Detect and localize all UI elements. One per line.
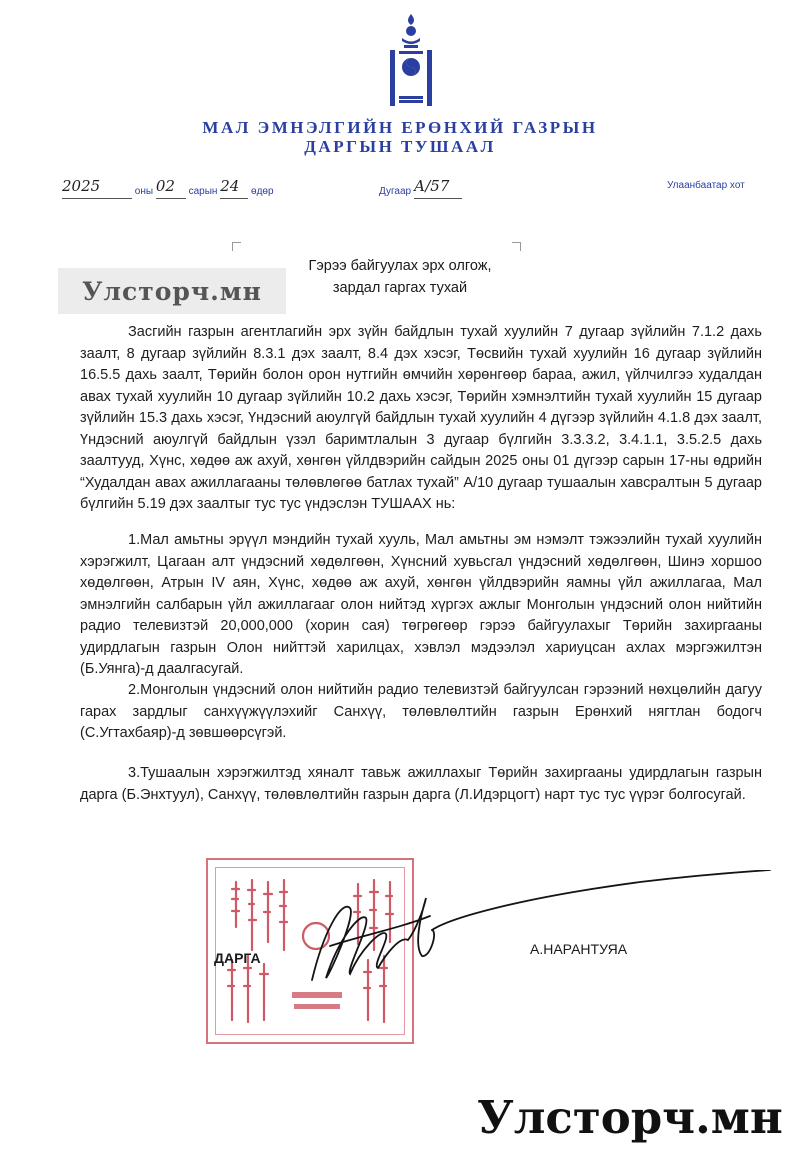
issuer-title: МАЛ ЭМНЭЛГИЙН ЕРӨНХИЙ ГАЗРЫН (202, 118, 598, 137)
document-subject: Гэрээ байгуулах эрх олгож, зардал гаргах тухай (308, 258, 492, 296)
watermark-small: Улсторч.мн (58, 268, 286, 314)
watermark-large: Улсторч.мн (477, 1090, 783, 1144)
signer-position: ДАРГА (214, 950, 261, 966)
preamble-paragraph: Засгийн газрын агентлагийн эрх зүйн байдлын тухай хуулийн 7 дугаар зүйлийн 7.1.2 дахь заалт, 8 дугаар зүйлийн 8.3.1 дэх заалт, 8.4 дэх хэсэг, Төсвийн тухай хуулийн 16 дугаар зүйлийн 16.5.5 дахь заалт, Төрийн болон орон нутгийн өмчийн хөрөнгөөр бараа, ажил, үйлчилгээ худалдан авах тухай хуулийн 10 дугаар зүйлийн 10.2 дахь хэсэг, Төрийн хэмнэлтийн тухай хуулийн 15 дугаар зүйлийн 15.3 дахь хэсэг, Үндэсний аюулгүй байдлын тухай хуулийн 4 дүгээр зүйлийн 4.1.8 дэх заалт, Үндэсний аюулгүй байдлын үзэл баримтлалын 3 дугаар бүлгийн 3.3.3.2, 3.4.1.1, 3.5.2.5 дахь заалтууд, Хүнс, хөдөө аж ахуй, хөнгөн үйлдвэрийн сайдын 2025 оны 01 дүгээр сарын 17-ны өдрийн “Худалдан авах ажиллагааны төлөвлөгөө батлах тухай” А/10 дугаар тушаалын хавсралтын 5 дугаар бүлгийн 5.19 дэх заалтыг тус тус үндэслэн ТУШААХ нь: (80, 324, 762, 512)
order-item-1: 1.Мал амьтны эрүүл мэндийн тухай хууль, Мал амьтны эм нэмэлт тэжээлийн тухай хуулийн хэрэгжилт, Цагаан алт үндэсний хөдөлгөөн, Хүнсний хувьсгал үндэсний хөдөлгөөн, Шинэ хоршоо хөдөлгөөн, Атрын IV аян, Хүнс, хөдөө аж ахуй, хөнгөн үйлдвэрийн яамны үйл ажиллагаа, Мал эмнэлгийн салбарын үйл ажиллагааг олон нийтэд хүргэх ажлыг Монголын үндэсний олон нийтийн радио телевизтэй 20,000,000 (хорин сая) төгрөгөөр гэрээ байгуулахыг Төрийн захиргааны удирдлагын газрын Олон нийттэй харилцах, хэвлэл мэдээлэл хариуцсан ахлах мэргэжилтэн (Б.Уянга)-д даалгасугай. (80, 532, 762, 677)
date-line: 2025 оны 02 сарын 24 өдөр (62, 177, 274, 197)
issue-location: Улаанбаатар хот (667, 180, 745, 191)
order-number: Дугаар А/57 (379, 180, 462, 199)
date-year-field: 2025 (62, 180, 132, 199)
subject-bracket-left (232, 242, 241, 251)
order-number-field: А/57 (414, 180, 462, 199)
handwritten-signature (290, 870, 780, 990)
date-day-field: 24 (220, 180, 248, 199)
subject-bracket-right (512, 242, 521, 251)
order-item-2: 2.Монголын үндэсний олон нийтийн радио телевизтэй байгуулсан гэрээний нөхцөлийн дагуу гарах зардлыг санхүүжүүлэхийг Санхүү, төлөвлөлтийн газрын Ерөнхий нягтлан бодогч (С.Угтахбаяр)-д зөвшөөрсүгэй. (80, 682, 762, 741)
state-emblem-icon (388, 12, 434, 107)
date-month-field: 02 (156, 180, 186, 199)
order-item-3: 3.Тушаалын хэрэгжилтэд хяналт тавьж ажиллахыг Төрийн захиргааны удирдлагын газрын дарга (Б.Энхтуул), Санхүү, төлөвлөлтийн газрын дарга (Л.Идэрцогт) нарт тус тус үүрэг болгосугай. (80, 765, 762, 803)
signer-name: А.НАРАНТУЯА (530, 941, 628, 957)
document-type-title: ДАРГЫН ТУШААЛ (304, 137, 496, 156)
